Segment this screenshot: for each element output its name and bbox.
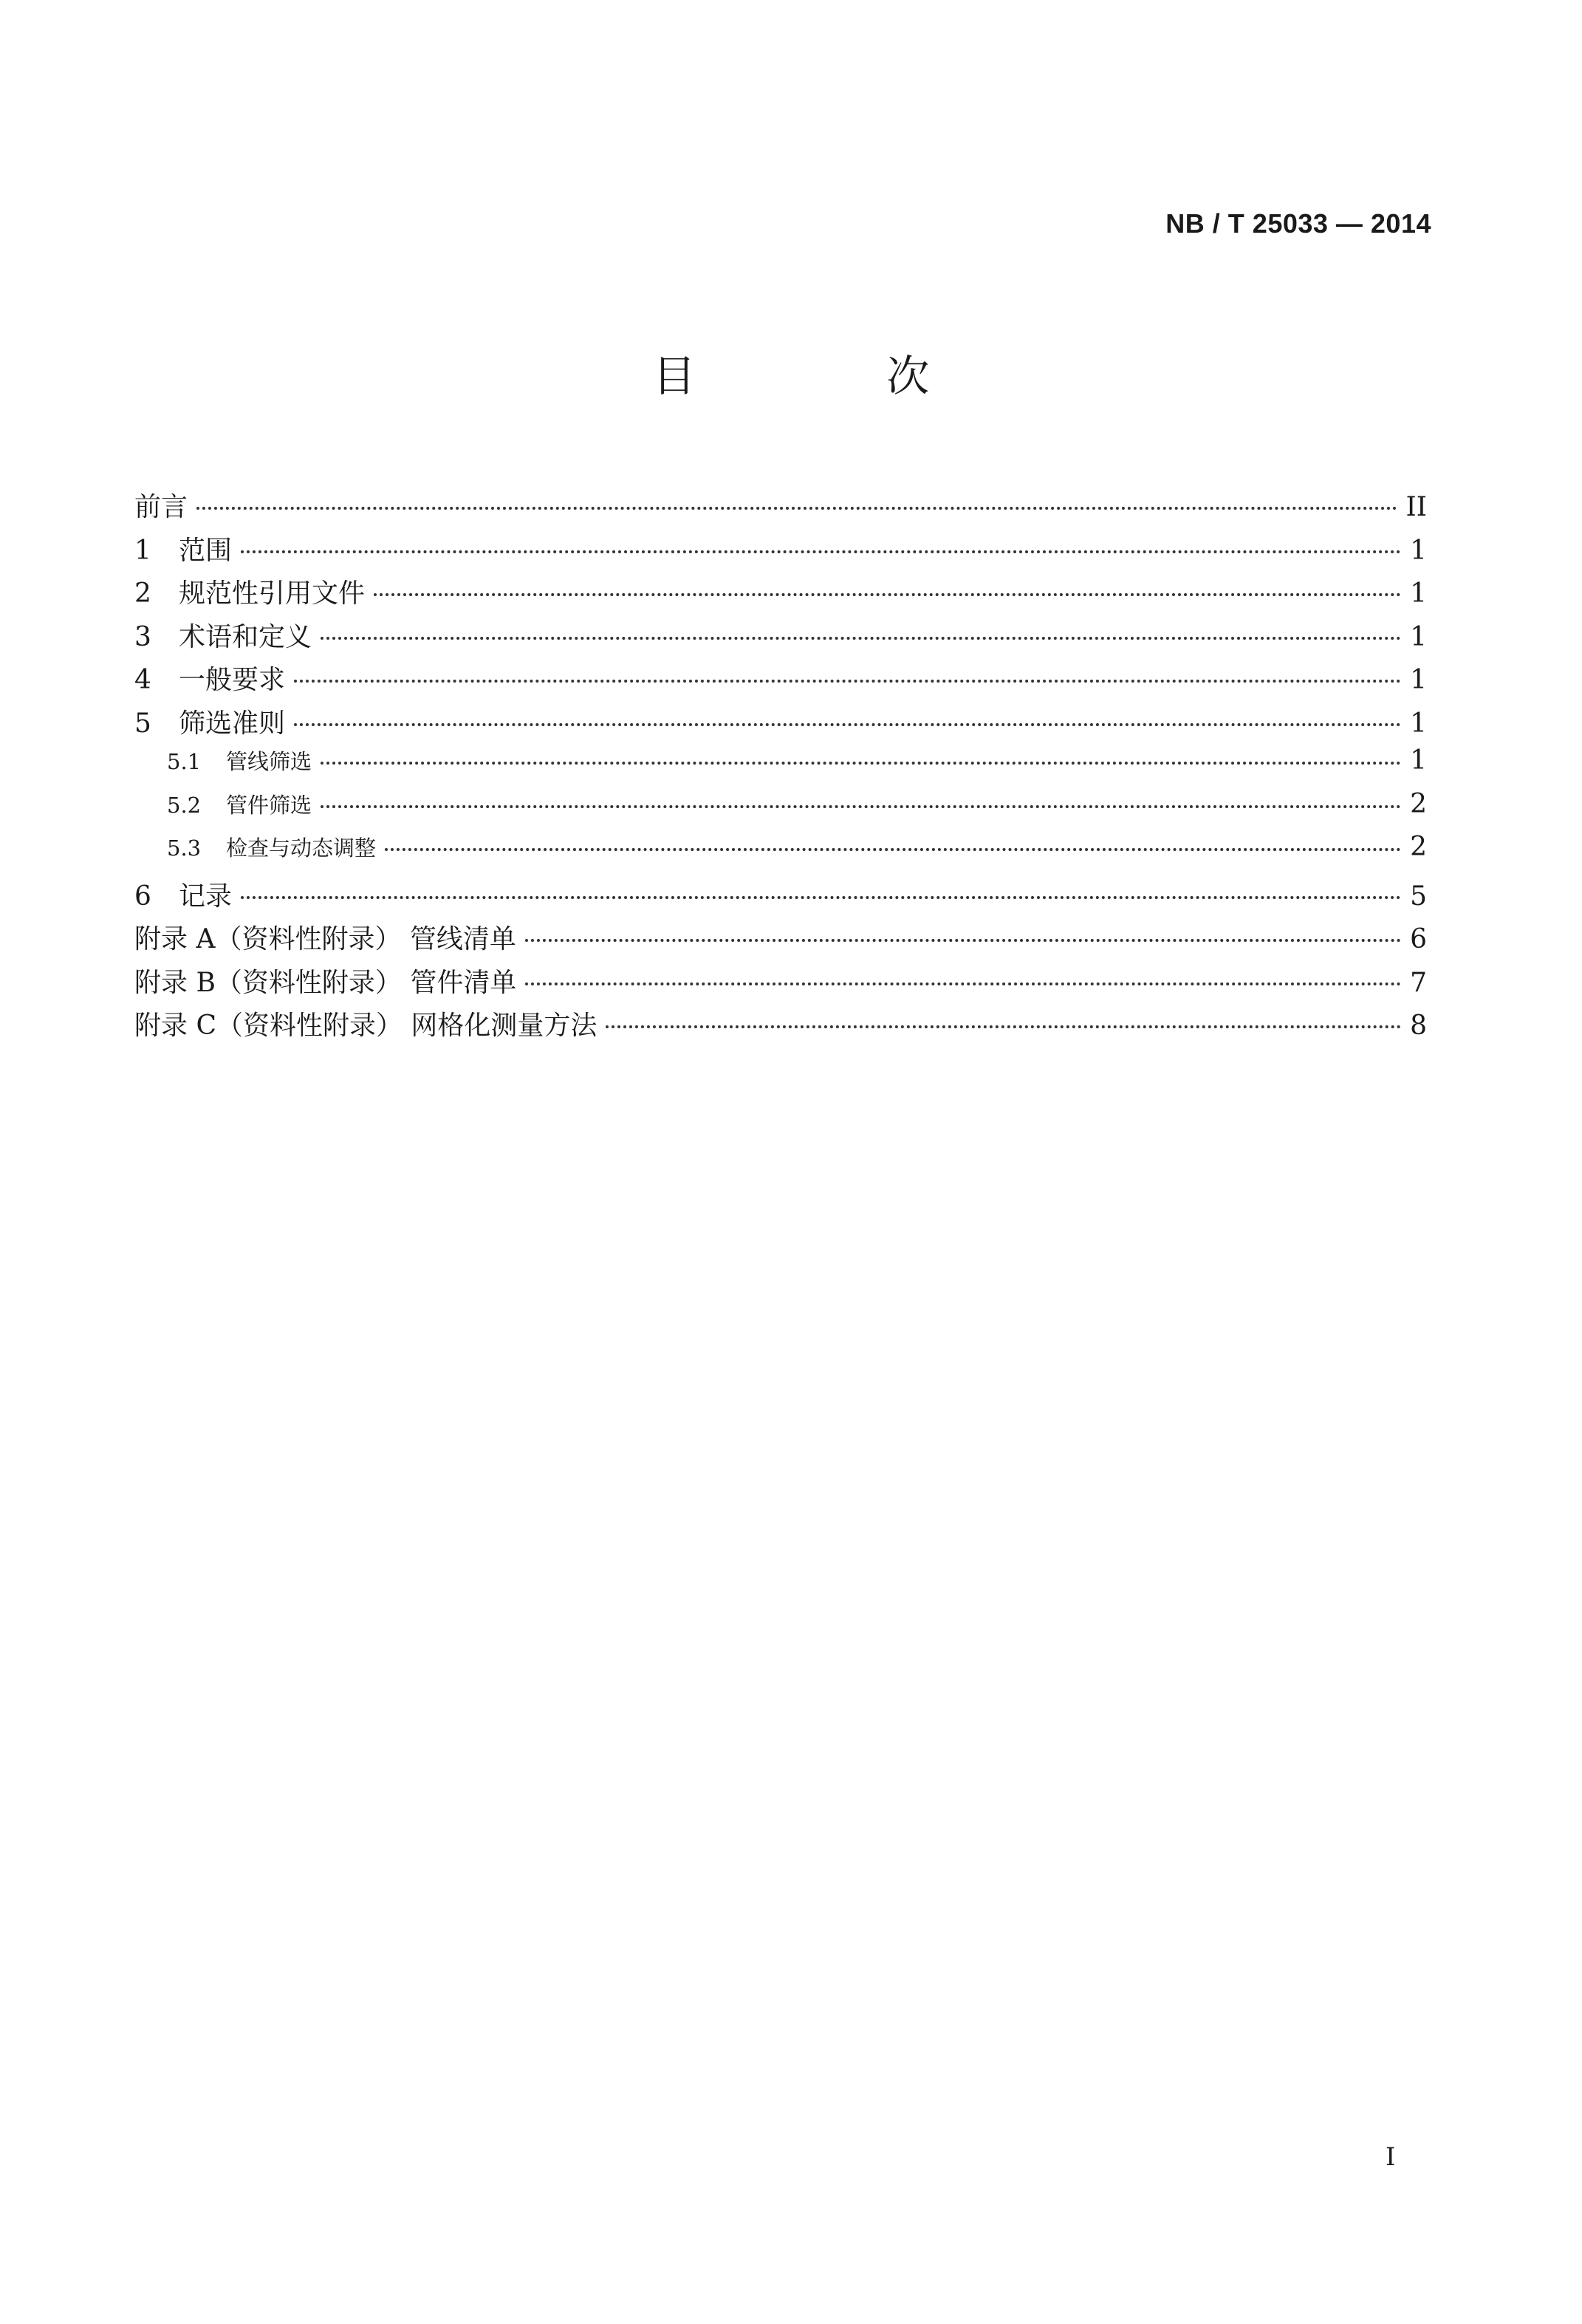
- toc-entry-page: 1: [1410, 535, 1427, 566]
- toc-entry-number: 4: [134, 665, 151, 695]
- toc-entry-page: 8: [1410, 1011, 1427, 1041]
- dot-leader: [294, 723, 1401, 726]
- page-number: I: [1386, 2142, 1396, 2172]
- toc-entry-label: 管线筛选: [226, 749, 312, 774]
- toc-entry-number: 3: [134, 621, 151, 652]
- toc-entry-number: 5.1: [167, 749, 202, 774]
- toc-entry-page: 1: [1410, 708, 1427, 739]
- toc-entry-5-1[interactable]: [134, 745, 1427, 789]
- toc-entry-5-3[interactable]: [134, 832, 1427, 875]
- toc-entry-label: 附录 B（资料性附录） 管件清单: [134, 967, 517, 998]
- toc-entry-appendix-c[interactable]: [134, 1005, 1427, 1048]
- toc-entry-number: 6: [134, 881, 151, 912]
- toc-entry-label: 附录 C（资料性附录） 网格化测量方法: [134, 1011, 597, 1041]
- toc-entry-number: 2: [134, 578, 151, 609]
- toc-entry-1[interactable]: [134, 530, 1427, 573]
- dot-leader: [525, 939, 1401, 942]
- toc-entry-label: 检查与动态调整: [226, 835, 377, 861]
- toc-entry-label: 范围: [179, 535, 233, 566]
- toc-entry-2[interactable]: [134, 573, 1427, 616]
- toc-entry-number: 5.3: [167, 835, 202, 861]
- toc-entry-label: 记录: [179, 881, 233, 912]
- toc-entry-page: 1: [1410, 665, 1427, 695]
- dot-leader: [606, 1025, 1401, 1028]
- toc-entry-foreword[interactable]: [134, 486, 1427, 530]
- toc-entry-appendix-b[interactable]: [134, 962, 1427, 1005]
- toc-entry-label: 管件筛选: [226, 792, 312, 818]
- dot-leader: [241, 896, 1401, 899]
- toc-entry-page: 6: [1410, 924, 1427, 954]
- dot-leader: [525, 982, 1401, 985]
- dot-leader: [241, 550, 1401, 553]
- dot-leader: [321, 762, 1401, 765]
- toc-entry-page: 7: [1410, 967, 1427, 998]
- dot-leader: [385, 848, 1401, 851]
- toc-entry-page: 5: [1410, 881, 1427, 912]
- toc-title: 目 次: [652, 351, 1018, 401]
- table-of-contents: [134, 486, 1427, 1048]
- toc-entry-page: II: [1405, 492, 1427, 522]
- toc-entry-4[interactable]: [134, 659, 1427, 703]
- toc-entry-number: 5.2: [167, 792, 202, 818]
- toc-entry-6[interactable]: [134, 875, 1427, 919]
- toc-entry-label: 术语和定义: [179, 621, 312, 652]
- toc-entry-number: 5: [134, 708, 151, 739]
- toc-entry-5[interactable]: [134, 703, 1427, 746]
- toc-entry-page: 2: [1410, 832, 1427, 862]
- toc-entry-label: 前言: [134, 492, 188, 522]
- dot-leader: [321, 637, 1401, 640]
- toc-entry-label: 附录 A（资料性附录） 管线清单: [134, 924, 516, 954]
- toc-entry-page: 1: [1410, 745, 1427, 776]
- toc-entry-appendix-a[interactable]: [134, 918, 1427, 962]
- toc-entry-number: 1: [134, 535, 151, 566]
- toc-entry-3[interactable]: [134, 616, 1427, 660]
- dot-leader: [321, 805, 1401, 808]
- standard-code: NB / T 25033 — 2014: [1165, 208, 1431, 239]
- toc-entry-page: 1: [1410, 621, 1427, 652]
- dot-leader: [294, 680, 1401, 683]
- toc-entry-page: 1: [1410, 578, 1427, 609]
- dot-leader: [196, 507, 1397, 510]
- toc-entry-label: 一般要求: [179, 665, 286, 695]
- toc-entry-label: 筛选准则: [179, 708, 286, 739]
- toc-entry-5-2[interactable]: [134, 789, 1427, 833]
- toc-entry-page: 2: [1410, 788, 1427, 819]
- toc-entry-label: 规范性引用文件: [179, 578, 366, 609]
- dot-leader: [374, 593, 1401, 596]
